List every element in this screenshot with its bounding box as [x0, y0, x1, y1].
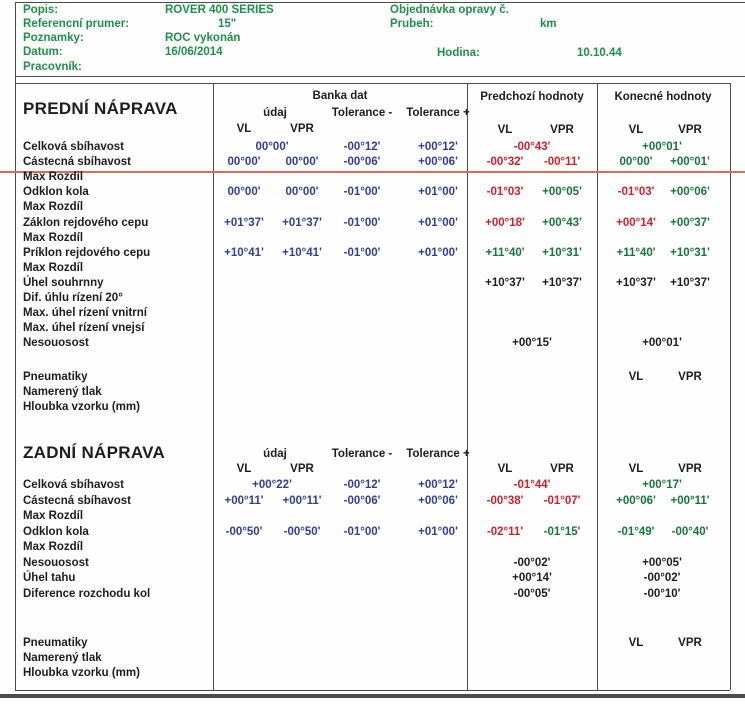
cell-tolp: +00°12' [418, 479, 458, 491]
cell-tolm: -01°00' [343, 217, 381, 229]
row-label: Celková sbíhavost [23, 141, 124, 153]
column-header-banka-dat: Banka dat [312, 90, 368, 102]
cell-prev_vpr: -00°11' [543, 156, 581, 168]
cell-fin_vpr: +00°06' [670, 186, 710, 198]
row-label: Úhel souhrnny [23, 277, 104, 289]
cell-prev_vl: -00°38' [486, 495, 524, 507]
row-label: Namerený tlak [23, 652, 102, 664]
cell-prev_center: -00°02' [513, 557, 551, 569]
cell-fin_vl: VL [628, 637, 644, 649]
cell-prev_vl: -01°03' [486, 186, 524, 198]
row-label: Max Rozdíl [23, 541, 84, 553]
column-header-tolerance-minus-rear: Tolerance - [331, 448, 393, 460]
cell-fin_vpr: +10°31' [670, 247, 710, 259]
row-label: Max Rozdíl [23, 232, 84, 244]
cell-prev_vpr: -01°15' [543, 526, 581, 538]
field-value-referencni-prumer: 15" [218, 18, 237, 30]
column-header-final-vpr-front: VPR [678, 124, 702, 136]
cell-bank_vpr: 00°00' [285, 156, 319, 168]
cell-bank_vpr: 00°00' [285, 186, 319, 198]
field-label-popis: Popis: [23, 4, 59, 16]
cell-tolp: +01°00' [418, 186, 458, 198]
cell-tolm: -00°12' [343, 479, 381, 491]
cell-tolp: +00°12' [418, 141, 458, 153]
cell-bank_vpr: +10°41' [282, 247, 322, 259]
cell-fin_center: +00°05' [642, 557, 682, 569]
cell-bank_vl: +10°41' [224, 247, 264, 259]
column-header-tolerance-minus-front: Tolerance - [331, 107, 393, 119]
row-label: Záklon rejdového cepu [23, 217, 149, 229]
column-header-prev-vpr-rear: VPR [550, 463, 574, 475]
cell-tolm: -01°00' [343, 526, 381, 538]
field-label-datum: Datum: [23, 46, 63, 58]
cell-prev_vpr: +10°37' [542, 277, 582, 289]
row-label: Nesouosost [23, 337, 89, 349]
cell-fin_center: +00°01' [642, 141, 682, 153]
cell-fin_vpr: +00°37' [670, 217, 710, 229]
row-label: Pneumatiky [23, 371, 88, 383]
row-label: Max Rozdíl [23, 262, 84, 274]
cell-fin_vpr: +00°01' [670, 156, 710, 168]
cell-fin_center: +00°01' [642, 337, 682, 349]
cell-fin_vpr: -00°40' [671, 526, 709, 538]
field-value-poznamky: ROC vykonán [165, 32, 241, 44]
column-header-prev-vpr-front: VPR [550, 124, 574, 136]
row-label: Max Rozdíl [23, 201, 84, 213]
column-header-final-vl-front: VL [628, 124, 644, 136]
cell-fin_vpr: VPR [678, 637, 702, 649]
cell-bank_vl: +00°11' [224, 495, 264, 507]
row-label: Príklon rejdového cepu [23, 247, 151, 259]
row-label: Hloubka vzorku (mm) [23, 667, 140, 679]
table-border-top [15, 83, 730, 84]
cell-prev_center: +00°14' [512, 572, 552, 584]
row-label: Hloubka vzorku (mm) [23, 401, 140, 413]
row-label: Úhel tahu [23, 572, 76, 584]
cell-tolm: -00°06' [343, 156, 381, 168]
field-label-referencni-prumer: Referencní prumer: [23, 18, 130, 30]
row-label: Cástecná sbíhavost [23, 156, 132, 168]
field-value-popis: ROVER 400 SERIES [165, 4, 274, 16]
column-header-prev-vl-rear: VL [497, 463, 513, 475]
border-top [15, 2, 745, 3]
cell-tolp: +00°06' [418, 495, 458, 507]
cell-fin_vl: +00°06' [616, 495, 656, 507]
cell-tolm: -01°00' [343, 186, 381, 198]
cell-prev_vpr: +00°43' [542, 217, 582, 229]
cell-prev_vl: +00°18' [485, 217, 525, 229]
cell-fin_center: -00°02' [643, 572, 681, 584]
cell-bank_vl: -00°50' [225, 526, 263, 538]
row-label: Max Rozdíl [23, 510, 84, 522]
cell-fin_vl: 00°00' [619, 156, 653, 168]
cell-prev_center: -00°05' [513, 588, 551, 600]
row-label: Diference rozchodu kol [23, 588, 151, 600]
row-label: Max. úhel rízení vnitrní [23, 307, 147, 319]
table-border-bottom [15, 690, 730, 691]
field-label-hodina: Hodina: [437, 47, 480, 59]
cell-prev_vl: +10°37' [485, 277, 525, 289]
field-value-hodina: 10.10.44 [577, 47, 622, 59]
cell-fin_vpr: +00°11' [670, 495, 710, 507]
row-label: Odklon kola [23, 526, 89, 538]
column-header-udaj-front: údaj [263, 107, 287, 119]
cell-bank_vl: 00°00' [227, 156, 261, 168]
column-header-tolerance-plus-rear: Tolerance + [406, 448, 470, 460]
cell-fin_center: +00°17' [642, 479, 682, 491]
field-value-datum: 16/06/2014 [165, 46, 223, 58]
column-header-previous-values: Predchozí hodnoty [480, 91, 584, 103]
cell-fin_vl: -01°49' [617, 526, 655, 538]
cell-prev_vpr: +00°05' [542, 186, 582, 198]
cell-prev_center: -01°44' [513, 479, 551, 491]
field-value-prubeh-unit: km [540, 18, 557, 30]
table-divider-2 [467, 83, 468, 690]
field-label-objednavka: Objednávka opravy č. [390, 4, 509, 16]
row-label: Celková sbíhavost [23, 479, 124, 491]
row-label: Dif. úhlu rízení 20° [23, 292, 123, 304]
row-label: Namerený tlak [23, 386, 102, 398]
cell-tolm: -01°00' [343, 247, 381, 259]
cell-prev_center: -00°43' [513, 141, 551, 153]
table-divider-3 [597, 83, 598, 690]
column-header-bank-vl-front: VL [236, 123, 252, 135]
cell-prev_vpr: +10°31' [542, 247, 582, 259]
column-header-bank-vpr-rear: VPR [290, 463, 314, 475]
cell-tolp: +01°00' [418, 217, 458, 229]
section-title-front-axle: PREDNÍ NÁPRAVA [23, 99, 178, 118]
row-label: Nesouosost [23, 557, 89, 569]
cell-tolm: -00°12' [343, 141, 381, 153]
cell-bank_center: +00°22' [252, 479, 292, 491]
table-divider-1 [213, 83, 214, 690]
cell-fin_vl: +00°14' [616, 217, 656, 229]
table-border-right [730, 83, 731, 690]
header-divider [15, 76, 745, 77]
cell-fin_vl: -01°03' [617, 186, 655, 198]
column-header-bank-vpr-front: VPR [290, 123, 314, 135]
cell-fin_center: -00°10' [643, 588, 681, 600]
cell-bank_vpr: +00°11' [282, 495, 322, 507]
row-label: Pneumatiky [23, 637, 88, 649]
cell-fin_vl: +11°40' [616, 247, 656, 259]
column-header-final-values: Konecné hodnoty [614, 91, 712, 103]
column-header-bank-vl-rear: VL [236, 463, 252, 475]
cell-bank_vl: 00°00' [227, 186, 261, 198]
column-header-tolerance-plus-front: Tolerance + [406, 107, 470, 119]
field-label-pracovnik: Pracovník: [23, 61, 82, 73]
cell-fin_vl: +10°37' [616, 277, 656, 289]
cell-fin_vl: VL [628, 371, 644, 383]
cell-tolp: +01°00' [418, 526, 458, 538]
field-label-prubeh: Prubeh: [390, 18, 434, 30]
border-left [15, 2, 16, 690]
cell-bank_vl: +01°37' [224, 217, 264, 229]
cell-bank_center: 00°00' [255, 141, 289, 153]
cell-prev_vl: -00°32' [486, 156, 524, 168]
row-label: Cástecná sbíhavost [23, 495, 132, 507]
page-bottom-rule [0, 694, 745, 698]
column-header-udaj-rear: údaj [263, 448, 287, 460]
row-label: Max. úhel rízení vnejsí [23, 322, 145, 334]
column-header-final-vpr-rear: VPR [678, 463, 702, 475]
cell-bank_vpr: +01°37' [282, 217, 322, 229]
cell-prev_vl: +11°40' [485, 247, 525, 259]
column-header-final-vl-rear: VL [628, 463, 644, 475]
cell-tolm: -00°06' [343, 495, 381, 507]
cell-fin_vpr: VPR [678, 371, 702, 383]
section-title-rear-axle: ZADNÍ NÁPRAVA [23, 443, 166, 462]
cell-tolp: +01°00' [418, 247, 458, 259]
cell-bank_vpr: -00°50' [283, 526, 321, 538]
row-label: Odklon kola [23, 186, 89, 198]
cell-prev_center: +00°15' [512, 337, 552, 349]
cell-fin_vpr: +10°37' [670, 277, 710, 289]
cell-prev_vl: -02°11' [486, 526, 524, 538]
column-header-prev-vl-front: VL [497, 124, 513, 136]
cell-tolp: +00°06' [418, 156, 458, 168]
row-label: Max Rozdil [23, 171, 84, 183]
field-label-poznamky: Poznamky: [23, 32, 84, 44]
cell-prev_vpr: -01°07' [543, 495, 581, 507]
